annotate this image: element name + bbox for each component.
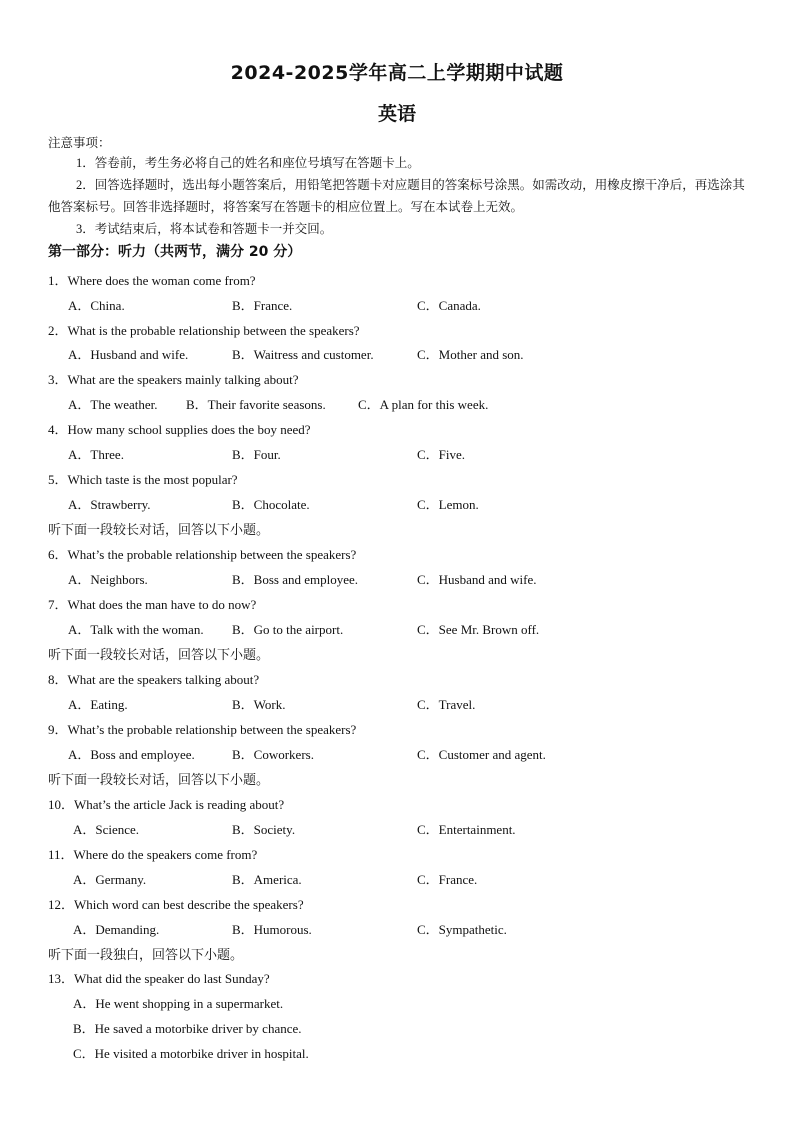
option-b[interactable]: B．Boss and employee.: [232, 572, 359, 587]
question-number: 3．: [48, 372, 68, 387]
option-a[interactable]: A．Talk with the woman.: [68, 622, 204, 637]
option-a[interactable]: A．Science.: [73, 822, 140, 837]
question-number: 9．: [48, 722, 68, 737]
question-text: What are the speakers talking about?: [67, 672, 260, 687]
option-b[interactable]: B．Work.: [232, 697, 286, 712]
question-number: 7．: [48, 597, 68, 612]
option-b[interactable]: B．Humorous.: [232, 922, 312, 937]
notice-heading: 注意事项：: [48, 136, 111, 150]
question-text: Where does the woman come from?: [67, 273, 256, 288]
option-c[interactable]: C．Canada.: [417, 298, 481, 313]
option-c[interactable]: C．Customer and agent.: [417, 747, 546, 762]
option-a[interactable]: A．Three.: [68, 447, 124, 462]
section-instruction: 听下面一段较长对话，回答以下小题。: [48, 648, 270, 663]
option-c[interactable]: C．France.: [417, 872, 478, 887]
question-9: [48, 719, 356, 738]
option-b[interactable]: B．Chocolate.: [232, 497, 310, 512]
question-text: What are the speakers mainly talking about?: [67, 372, 299, 387]
option-b[interactable]: B．Waitress and customer.: [232, 347, 374, 362]
question-text: What’s the probable relationship between the speakers?: [67, 722, 357, 737]
option-a[interactable]: A．Germany.: [73, 872, 147, 887]
question-13: [48, 968, 270, 987]
option-a[interactable]: A．The weather.: [68, 397, 158, 412]
question-number: 10．: [48, 797, 75, 812]
question-2: [48, 320, 360, 339]
question-5: [48, 469, 238, 488]
question-12: [48, 894, 304, 913]
option-c[interactable]: C．Sympathetic.: [417, 922, 507, 937]
question-text: Which taste is the most popular?: [67, 472, 238, 487]
option-c[interactable]: C．Husband and wife.: [417, 572, 537, 587]
question-text: What does the man have to do now?: [67, 597, 257, 612]
question-number: 11．: [48, 847, 74, 862]
option-b[interactable]: B．France.: [232, 298, 293, 313]
question-text: What did the speaker do last Sunday?: [74, 971, 270, 986]
option-a[interactable]: A．Husband and wife.: [68, 347, 189, 362]
part1-heading: 第一部分：听力（共两节，满分 20 分）: [48, 244, 302, 260]
question-number: 13．: [48, 971, 75, 986]
question-number: 12．: [48, 897, 75, 912]
option-c[interactable]: C．Mother and son.: [417, 347, 524, 362]
question-text: Where do the speakers come from?: [73, 847, 258, 862]
question-7: [48, 594, 256, 613]
option-c[interactable]: C．Five.: [417, 447, 466, 462]
notice-item-3: 3．考试结束后，将本试卷和答题卡一并交回。: [76, 222, 333, 236]
question-10: [48, 794, 284, 813]
notice-item-2: 2．回答选择题时，选出每小题答案后，用铅笔把答题卡对应题目的答案标号涂黑。如需改动，用橡皮擦干净后，再选涂其他答案标号。回答非选择题时，将答案写在答题卡的相应位置上。写在本试卷上无效。: [48, 178, 745, 214]
option-a[interactable]: A．China.: [68, 298, 125, 313]
option-c[interactable]: C．A plan for this week.: [358, 397, 489, 412]
question-4: [48, 419, 311, 438]
question-number: 6．: [48, 547, 68, 562]
option-b[interactable]: B．He saved a motorbike driver by chance.: [73, 1021, 302, 1036]
option-b[interactable]: B．Society.: [232, 822, 296, 837]
question-number: 2．: [48, 323, 68, 338]
option-b[interactable]: B．Their favorite seasons.: [186, 397, 326, 412]
question-text: Which word can best describe the speakers?: [74, 897, 304, 912]
question-8: [48, 669, 259, 688]
option-c[interactable]: C．He visited a motorbike driver in hospital.: [73, 1046, 309, 1061]
option-c[interactable]: C．Lemon.: [417, 497, 479, 512]
question-11: [48, 844, 257, 863]
question-text: What is the probable relationship between the speakers?: [67, 323, 360, 338]
option-b[interactable]: B．America.: [232, 872, 302, 887]
question-number: 8．: [48, 672, 68, 687]
question-6: [48, 544, 356, 563]
option-c[interactable]: C．See Mr. Brown off.: [417, 622, 540, 637]
section-instruction: 听下面一段较长对话，回答以下小题。: [48, 773, 270, 788]
option-a[interactable]: A．Strawberry.: [68, 497, 151, 512]
option-a[interactable]: A．Eating.: [68, 697, 128, 712]
option-a[interactable]: A．Demanding.: [73, 922, 160, 937]
question-1: [48, 270, 256, 289]
option-c[interactable]: C．Travel.: [417, 697, 476, 712]
question-text: What’s the probable relationship between the speakers?: [67, 547, 357, 562]
question-3: [48, 369, 299, 388]
notice-item-1: 1．答卷前，考生务必将自己的姓名和座位号填写在答题卡上。: [76, 156, 420, 170]
option-c[interactable]: C．Entertainment.: [417, 822, 516, 837]
option-b[interactable]: B．Go to the airport.: [232, 622, 344, 637]
question-text: How many school supplies does the boy need?: [67, 422, 311, 437]
option-a[interactable]: A．He went shopping in a supermarket.: [73, 996, 284, 1011]
option-a[interactable]: A．Boss and employee.: [68, 747, 195, 762]
question-number: 4．: [48, 422, 68, 437]
question-text: What’s the article Jack is reading about?: [74, 797, 285, 812]
option-a[interactable]: A．Neighbors.: [68, 572, 148, 587]
option-b[interactable]: B．Coworkers.: [232, 747, 314, 762]
option-b[interactable]: B．Four.: [232, 447, 281, 462]
section-instruction: 听下面一段较长对话，回答以下小题。: [48, 523, 270, 538]
page-title: 2024-2025学年高二上学期期中试题: [230, 62, 564, 84]
question-number: 1．: [48, 273, 68, 288]
subject-title: 英语: [377, 103, 416, 125]
question-number: 5．: [48, 472, 68, 487]
section-instruction: 听下面一段独白，回答以下小题。: [48, 948, 244, 963]
